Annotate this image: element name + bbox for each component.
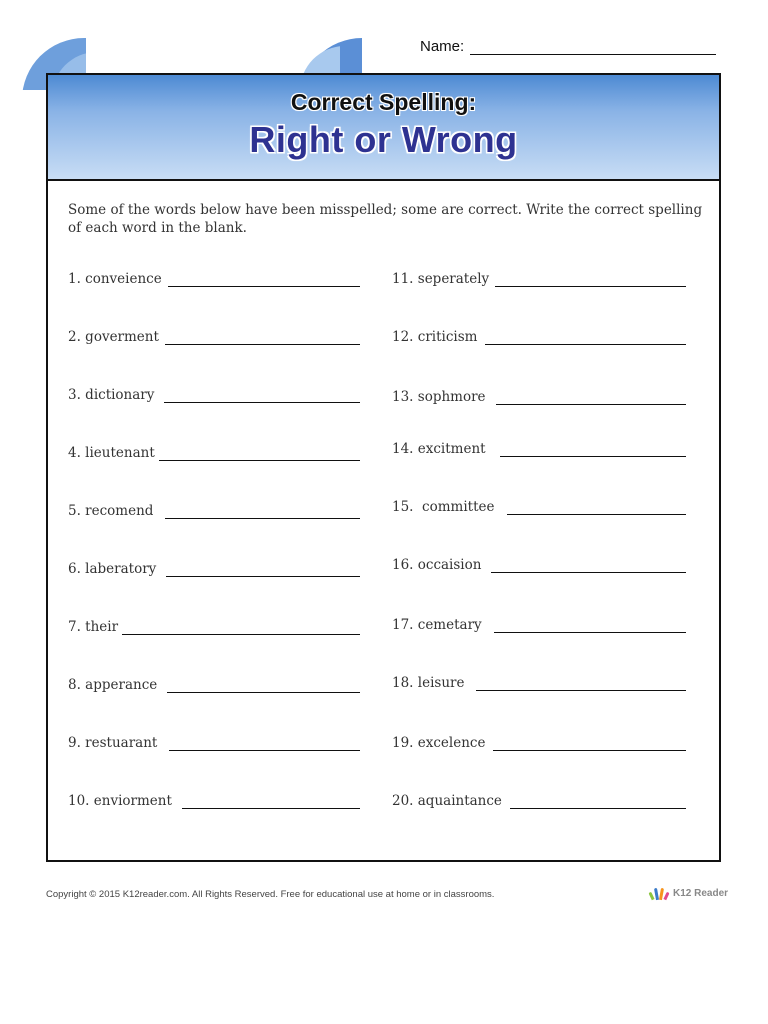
worksheet-subtitle: Correct Spelling: xyxy=(290,89,477,115)
spelling-item[interactable] xyxy=(68,267,360,287)
spelling-word: 16. occaision xyxy=(392,557,482,573)
spelling-item[interactable] xyxy=(392,267,686,287)
answer-blank[interactable] xyxy=(495,274,686,287)
answer-blank[interactable] xyxy=(165,332,360,345)
spelling-item[interactable] xyxy=(68,789,360,809)
spelling-item[interactable] xyxy=(392,437,686,457)
spelling-word: 12. criticism xyxy=(392,329,478,345)
worksheet-title: Right or Wrong xyxy=(249,119,518,160)
spelling-word: 18. leisure xyxy=(392,675,465,691)
answer-blank[interactable] xyxy=(182,796,360,809)
spelling-word: 11. seperately xyxy=(392,271,490,287)
spelling-word: 19. excelence xyxy=(392,735,486,751)
spelling-item[interactable] xyxy=(68,731,360,751)
spelling-item[interactable] xyxy=(68,325,360,345)
name-field[interactable] xyxy=(420,38,716,55)
spelling-word: 13. sophmore xyxy=(392,389,486,405)
answer-blank[interactable] xyxy=(494,620,686,633)
answer-blank[interactable] xyxy=(510,796,686,809)
answer-blank[interactable] xyxy=(168,274,360,287)
answer-blank[interactable] xyxy=(164,390,360,403)
answer-blank[interactable] xyxy=(159,448,360,461)
spelling-item[interactable] xyxy=(392,613,686,633)
answer-blank[interactable] xyxy=(507,502,687,515)
spelling-item[interactable] xyxy=(392,671,686,691)
spelling-word: 3. dictionary xyxy=(68,387,155,403)
answer-blank[interactable] xyxy=(500,444,686,457)
instructions-text: Some of the words below have been misspelled; some are correct. Write the correct spelling of each word in the blank. xyxy=(68,202,703,236)
worksheet xyxy=(46,73,721,862)
k12reader-logo xyxy=(650,886,728,900)
spelling-word: 8. apperance xyxy=(68,677,158,693)
spelling-item[interactable] xyxy=(392,731,686,751)
spelling-item[interactable] xyxy=(392,495,686,515)
answer-blank[interactable] xyxy=(491,560,686,573)
name-label: Name: xyxy=(420,38,465,55)
copyright-footer: Copyright © 2015 K12reader.com. All Rights Reserved. Free for educational use at home or in classrooms. xyxy=(46,889,495,900)
spelling-word: 10. enviorment xyxy=(68,793,172,809)
spelling-word: 1. conveience xyxy=(68,271,162,287)
spelling-word: 17. cemetary xyxy=(392,617,482,633)
spelling-word: 6. laberatory xyxy=(68,561,157,577)
answer-blank[interactable] xyxy=(493,738,686,751)
spelling-item[interactable] xyxy=(392,553,686,573)
answer-blank[interactable] xyxy=(496,392,686,405)
spelling-word: 15. committee xyxy=(392,499,495,515)
answer-blank[interactable] xyxy=(165,506,360,519)
spelling-word: 20. aquaintance xyxy=(392,793,502,809)
spelling-item[interactable] xyxy=(68,557,360,577)
answer-blank[interactable] xyxy=(169,738,360,751)
spelling-word: 14. excitment xyxy=(392,441,486,457)
logo-text: K12 Reader xyxy=(673,887,729,899)
answer-blank[interactable] xyxy=(166,564,360,577)
spelling-item[interactable] xyxy=(68,441,360,461)
spelling-item[interactable] xyxy=(68,673,360,693)
name-blank-line[interactable] xyxy=(470,38,716,55)
spelling-item[interactable] xyxy=(392,789,686,809)
spelling-word: 4. lieutenant xyxy=(68,445,155,461)
answer-blank[interactable] xyxy=(485,332,686,345)
answer-blank[interactable] xyxy=(122,622,360,635)
spelling-item[interactable] xyxy=(392,385,686,405)
answer-blank[interactable] xyxy=(476,678,686,691)
spelling-word: 9. restuarant xyxy=(68,735,158,751)
title-banner xyxy=(48,75,719,181)
spelling-items xyxy=(68,267,708,827)
spelling-item[interactable] xyxy=(68,499,360,519)
k12reader-logo-icon xyxy=(650,886,670,900)
spelling-item[interactable] xyxy=(68,383,360,403)
spelling-item[interactable] xyxy=(68,615,360,635)
spelling-word: 7. their xyxy=(68,619,119,635)
spelling-item[interactable] xyxy=(392,325,686,345)
spelling-word: 5. recomend xyxy=(68,503,154,519)
answer-blank[interactable] xyxy=(167,680,360,693)
spelling-word: 2. goverment xyxy=(68,329,159,345)
